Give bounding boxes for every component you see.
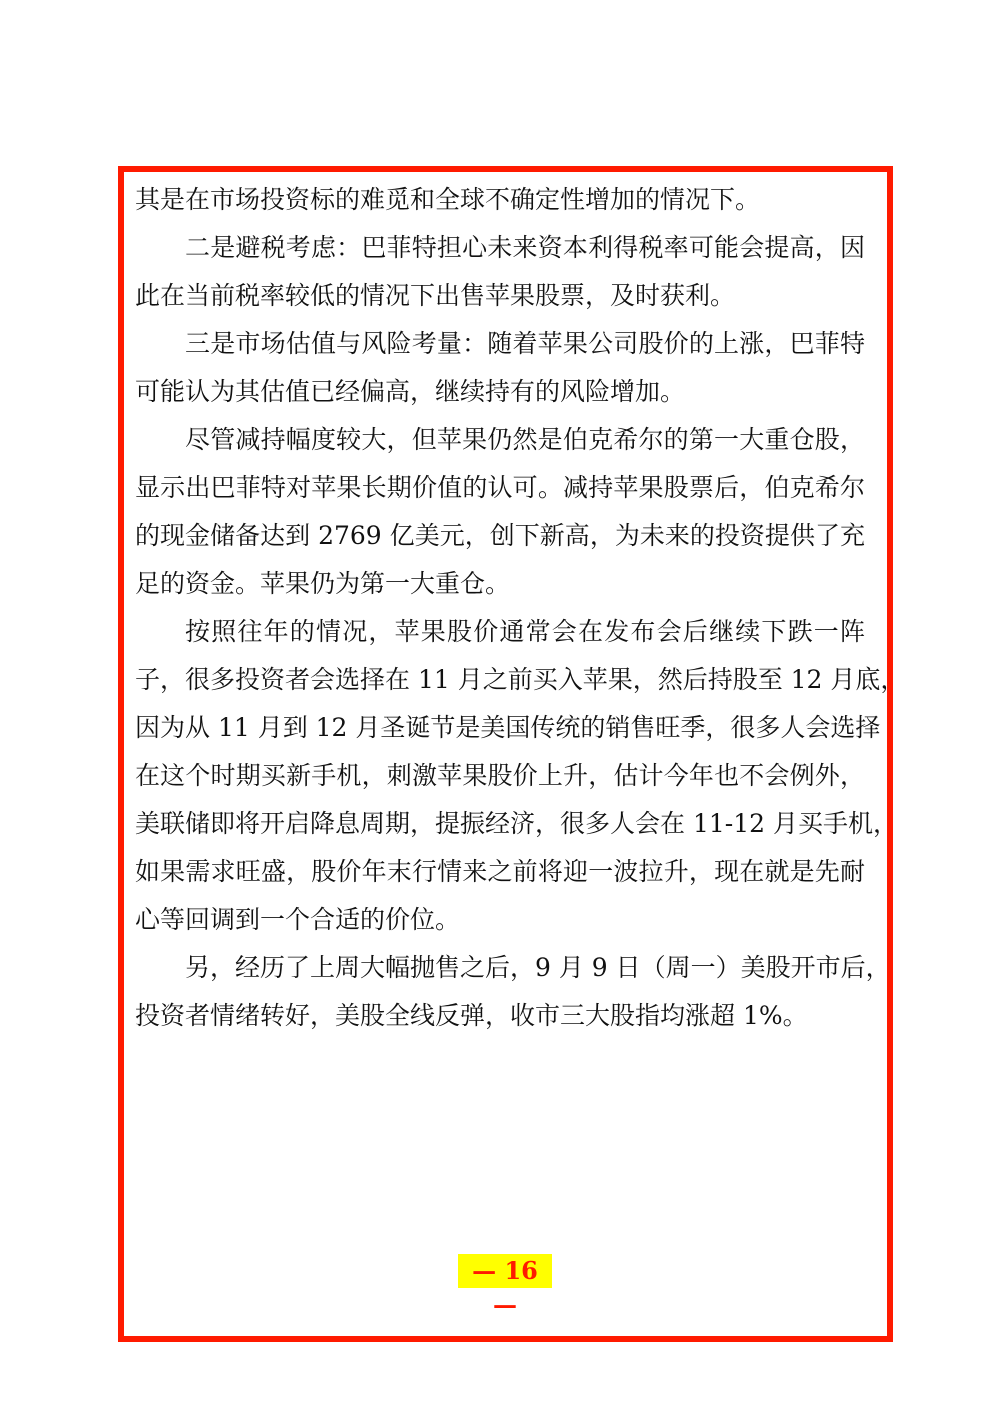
- paragraph-line: 子，很多投资者会选择在 11 月之前买入苹果，然后持股至 12 月底，: [135, 665, 906, 694]
- paragraph-line: 因为从 11 月到 12 月圣诞节是美国传统的销售旺季，很多人会选择: [135, 713, 881, 742]
- paragraph-line: 二是避税考虑：巴菲特担心未来资本利得税率可能会提高，因: [185, 233, 865, 262]
- paragraph-line: 此在当前税率较低的情况下出售苹果股票，及时获利。: [135, 281, 736, 310]
- paragraph-line: 在这个时期买新手机，刺激苹果股价上升，估计今年也不会例外，: [135, 761, 865, 790]
- paragraph-line: 显示出巴菲特对苹果长期价值的认可。减持苹果股票后，伯克希尔: [135, 473, 865, 502]
- paragraph-line: 尽管减持幅度较大，但苹果仍然是伯克希尔的第一大重仓股，: [185, 425, 865, 454]
- paragraph-line: 投资者情绪转好，美股全线反弹，收市三大股指均涨超 1%。: [135, 1001, 808, 1030]
- paragraph-line: 如果需求旺盛，股价年末行情来之前将迎一波拉升，现在就是先耐: [135, 857, 865, 886]
- paragraph-line: 按照往年的情况，苹果股价通常会在发布会后继续下跌一阵: [185, 617, 865, 646]
- paragraph-line: 可能认为其估值已经偏高，继续持有的风险增加。: [135, 377, 686, 406]
- paragraph-line: 三是市场估值与风险考量：随着苹果公司股价的上涨，巴菲特: [185, 329, 865, 358]
- paragraph-line: 的现金储备达到 2769 亿美元，创下新高，为未来的投资提供了充: [135, 521, 865, 550]
- document-body: [135, 176, 906, 1040]
- paragraph-line: 美联储即将开启降息周期，提振经济，很多人会在 11-12 月买手机，: [135, 809, 898, 838]
- paragraph-line: 另，经历了上周大幅抛售之后，9 月 9 日（周一）美股开市后，: [185, 953, 891, 982]
- page-number: — 16 —: [458, 1254, 552, 1288]
- paragraph-line: 足的资金。苹果仍为第一大重仓。: [135, 569, 511, 598]
- paragraph-line: 心等回调到一个合适的价位。: [135, 905, 461, 934]
- paragraph-line: 其是在市场投资标的难觅和全球不确定性增加的情况下。: [135, 185, 761, 214]
